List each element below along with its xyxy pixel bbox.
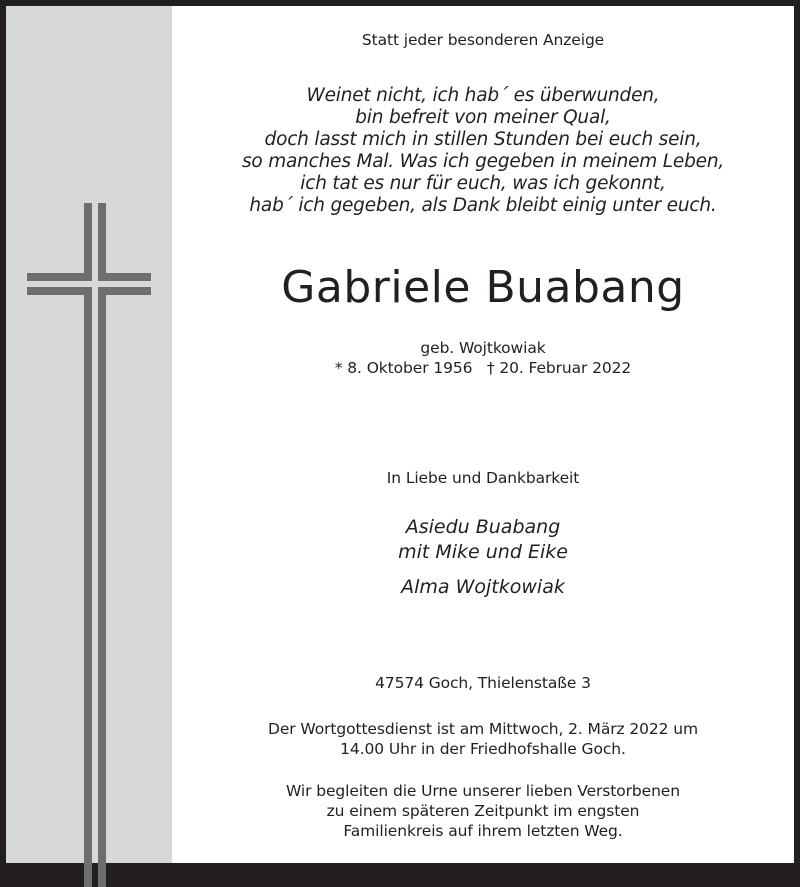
mourner-name: Alma Wojtkowiak xyxy=(401,576,565,598)
poem-line: ich tat es nur für euch, was ich gekonnt, xyxy=(300,173,666,194)
service-info-line: Der Wortgottesdienst ist am Mittwoch, 2. März 2022 um xyxy=(268,720,698,738)
poem-line: Weinet nicht, ich hab´ es überwunden, xyxy=(306,85,660,106)
life-dates: * 8. Oktober 1956 † 20. Februar 2022 xyxy=(334,359,632,377)
poem-line: so manches Mal. Was ich gegeben in meinem Leben, xyxy=(241,151,725,172)
dedication: In Liebe und Dankbarkeit xyxy=(386,469,580,487)
burial-info-line: Familienkreis auf ihrem letzten Weg. xyxy=(343,822,623,840)
mourner-name: Asiedu Buabang xyxy=(405,516,561,538)
burial-info-line: zu einem späteren Zeitpunkt im engsten xyxy=(326,802,640,820)
poem-line: doch lasst mich in stillen Stunden bei euch sein, xyxy=(264,129,702,150)
burial-info-line: Wir begleiten die Urne unserer lieben Verstorbenen xyxy=(286,782,680,800)
mourner-name: mit Mike und Eike xyxy=(398,541,568,563)
notice-header: Statt jeder besonderen Anzeige xyxy=(361,31,605,49)
service-info-line: 14.00 Uhr in der Friedhofshalle Goch. xyxy=(340,740,626,758)
obituary-notice xyxy=(6,6,794,863)
cross-icon xyxy=(27,203,151,883)
notice-content xyxy=(172,6,794,863)
deceased-name: Gabriele Buabang xyxy=(281,262,685,313)
birth-name: geb. Wojtkowiak xyxy=(420,339,546,357)
poem-line: bin befreit von meiner Qual, xyxy=(355,107,611,128)
address: 47574 Goch, Thielenstaße 3 xyxy=(375,674,591,692)
side-panel xyxy=(6,6,172,863)
poem-line: hab´ ich gegeben, als Dank bleibt einig unter euch. xyxy=(249,195,717,216)
